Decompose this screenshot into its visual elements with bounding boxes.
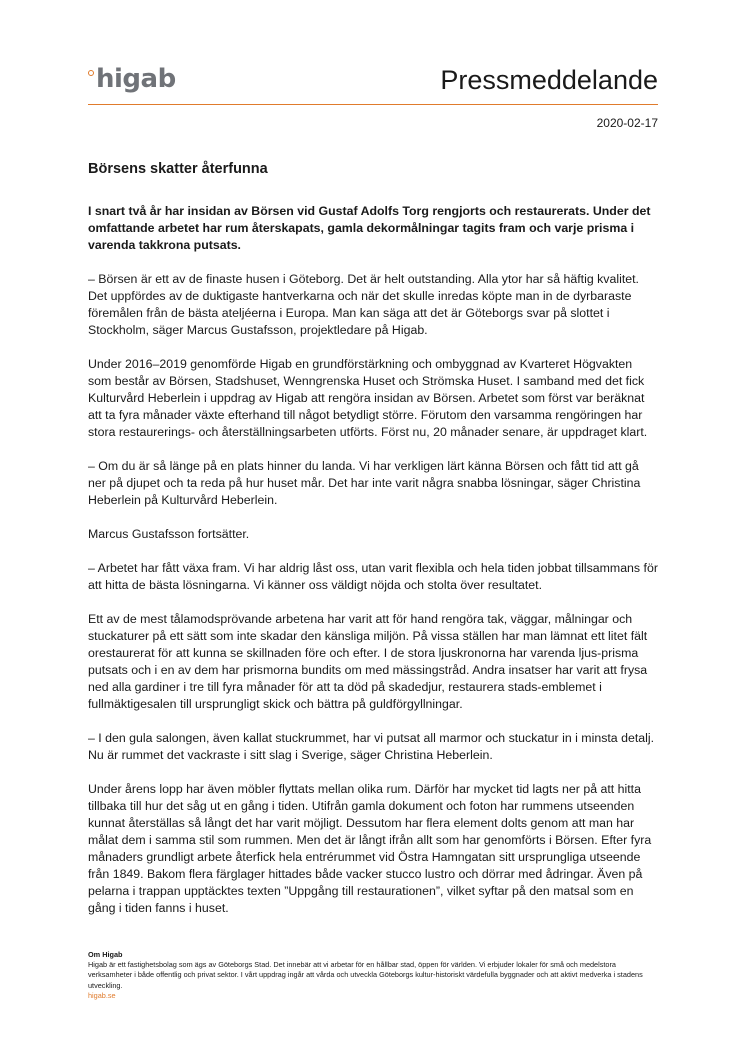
body-paragraph: – Om du är så länge på en plats hinner du landa. Vi har verkligen lärt känna Börsen och fått tid att gå ner på djupet och ta reda på hur huset mår. Det har inte varit några snabba lösningar, säger Christina Heberlein på Kulturvård Heberlein. <box>88 459 641 507</box>
article-body <box>88 203 658 934</box>
footer-text: Higab är ett fastighetsbolag som ägs av Göteborgs Stad. Det innebär att vi arbetar för en hållbar stad, öppen för världen. Vi erbjuder lokaler för små och medelstora verksamheter i både offentlig och privat sektor. I vårt uppdrag ingår att vårda och utveckla Göteborgs kultur-historiskt värdefulla byggnader och att aktivt medverka i stadens utveckling. <box>88 960 643 990</box>
higab-logo <box>88 64 176 98</box>
body-paragraph: – I den gula salongen, även kallat stuckrummet, har vi putsat all marmor och stuckatur in i minsta detalj. Nu är rummet det vackraste i sitt slag i Sverige, säger Christina Heberlein. <box>88 731 655 762</box>
body-paragraph: Under 2016–2019 genomförde Higab en grundförstärkning och ombyggnad av Kvarteret Högvakten som består av Börsen, Stadshuset, Wenngrenska Huset och Strömska Huset. I samband med det fick Kulturvård Heberlein i uppdrag av Higab att rengöra insidan av Börsen. Arbetet som först var beräknat att ta fyra månader växte efterhand till något betydligt större. Förutom den varsamma rengöringen har stora restaurerings- och återställningsarbeten utförts. Först nu, 20 månader senare, är uppdraget klart. <box>88 357 648 439</box>
website-link[interactable]: higab.se <box>88 990 116 1000</box>
logo-dot-icon <box>88 70 94 76</box>
logo-text: higab <box>96 64 176 94</box>
body-paragraph: Marcus Gustafsson fortsätter. <box>88 527 250 541</box>
body-paragraph: – Arbetet har fått växa fram. Vi har aldrig låst oss, utan varit flexibla och hela tiden jobbat tillsammans för att hitta de bästa lösningarna. Vi känner oss väldigt nöjda och stolta över resultatet. <box>88 561 658 592</box>
page-header <box>88 60 658 105</box>
lead-paragraph: I snart två år har insidan av Börsen vid Gustaf Adolfs Torg rengjorts och restaurerats. Under det omfattande arbetet har rum återskapats, gamla dekormålningar tagits fram och varje prisma i varenda takkrona putsats. <box>88 204 651 252</box>
about-footer <box>88 950 658 1001</box>
body-paragraph: Under årens lopp har även möbler flyttats mellan olika rum. Därför har mycket tid lagts ner på att hitta tillbaka till hur det såg ut en gång i tiden. Utifrån gamla dokument och foton har rummens utseenden kunnat återställas så långt det har varit möjligt. Dessutom har flera element dolts genom att man har målat dem i samma stil som rummen. Men det är långt ifrån allt som har genomförts i Börsen. Efter fyra månaders grundligt arbete återfick hela entrérummet vid Östra Hamngatan sitt ursprungliga utseende från 1849. Bakom flera färglager hittades både vacker stucco lustro och dörrar med ådringar. Även på pelarna i trappan upptäcktes texten ”Uppgång till restaurationen”, vilket syftar på den matsal som en gång i tiden fanns i huset. <box>88 782 652 915</box>
body-paragraph: Ett av de mest tålamodsprövande arbetena har varit att för hand rengöra tak, väggar, målningar och stuckaturer på ett sätt som inte skadar den känsliga miljön. På vissa ställen har man lämnat ett litet fält orestaurerat för att kunna se skillnaden före och efter. I de stora ljuskronorna har varenda ljus-prisma putsats och i en av dem har prismorna bundits om med mässingstråd. Andra insatser har varit att frysa ned alla gardiner i tre till fyra månader för att ta död på skadedjur, restaurera stads-emblemet i fullmäktigesalen till ursprungligt skick och bättra på guldförgyllningar. <box>88 612 648 711</box>
article-title: Börsens skatter återfunna <box>88 161 268 177</box>
release-date: 2020-02-17 <box>596 116 658 130</box>
document-type-heading: Pressmeddelande <box>440 65 658 95</box>
body-paragraph: – Börsen är ett av de finaste husen i Göteborg. Det är helt outstanding. Alla ytor har så häftig kvalitet. Det uppfördes av de duktigaste hantverkarna och när det skulle inredas köpte man in de dyrbaraste föremålen från de bästa ateljéerna i Europa. Man kan säga att det är Göteborgs svar på slottet i Stockholm, säger Marcus Gustafsson, projektledare på Higab. <box>88 272 639 337</box>
footer-title: Om Higab <box>88 950 123 959</box>
